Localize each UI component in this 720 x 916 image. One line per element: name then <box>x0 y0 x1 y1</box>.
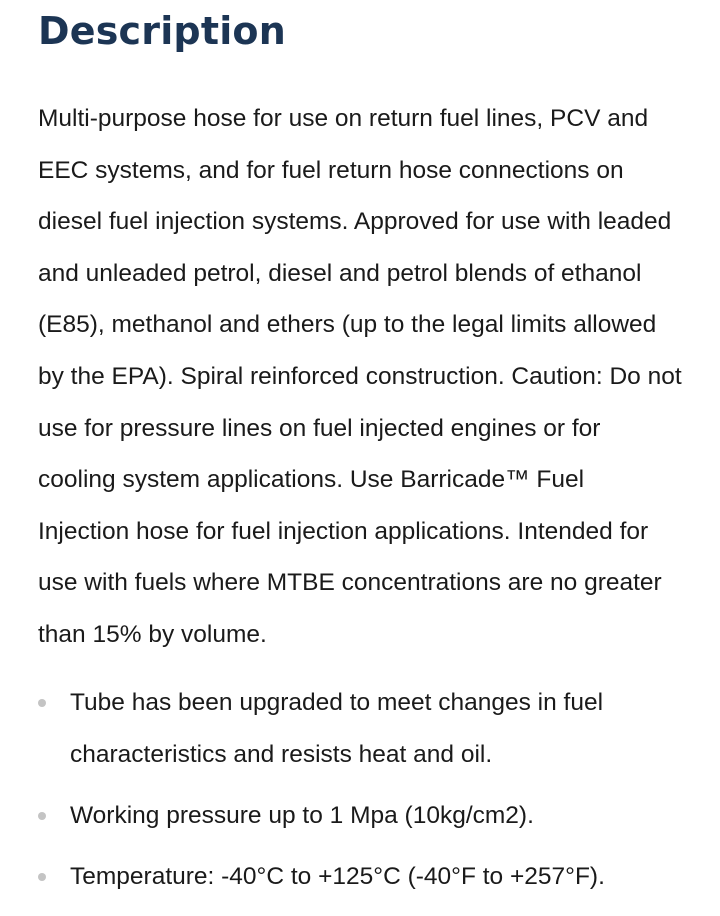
feature-list <box>38 677 682 903</box>
feature-text: Tube has been upgraded to meet changes in fuel characteristics and resists heat and oil. <box>70 688 604 768</box>
section-heading: Description <box>38 9 286 53</box>
feature-item <box>38 790 682 842</box>
feature-text: Working pressure up to 1 Mpa (10kg/cm2). <box>70 801 534 829</box>
feature-item <box>38 851 682 903</box>
bullet-icon <box>38 812 46 820</box>
feature-item <box>38 677 682 781</box>
description-paragraph: Multi-purpose hose for use on return fuel lines, PCV and EEC systems, and for fuel return hose connections on diesel fuel injection systems. Approved for use with leaded and unleaded petrol, diesel and petrol blends of ethanol (E85), methanol and ethers (up to the legal limits allowed by the EPA). Spiral reinforced construction. Caution: Do not use for pressure lines on fuel injected engines or for cooling system applications. Use Barricade™ Fuel Injection hose for fuel injection applications. Intended for use with fuels where MTBE concentrations are no greater than 15% by volume. <box>38 105 682 648</box>
bullet-icon <box>38 699 46 707</box>
bullet-icon <box>38 873 46 881</box>
feature-text: Temperature: -40°C to +125°C (-40°F to +257°F). <box>70 862 605 890</box>
